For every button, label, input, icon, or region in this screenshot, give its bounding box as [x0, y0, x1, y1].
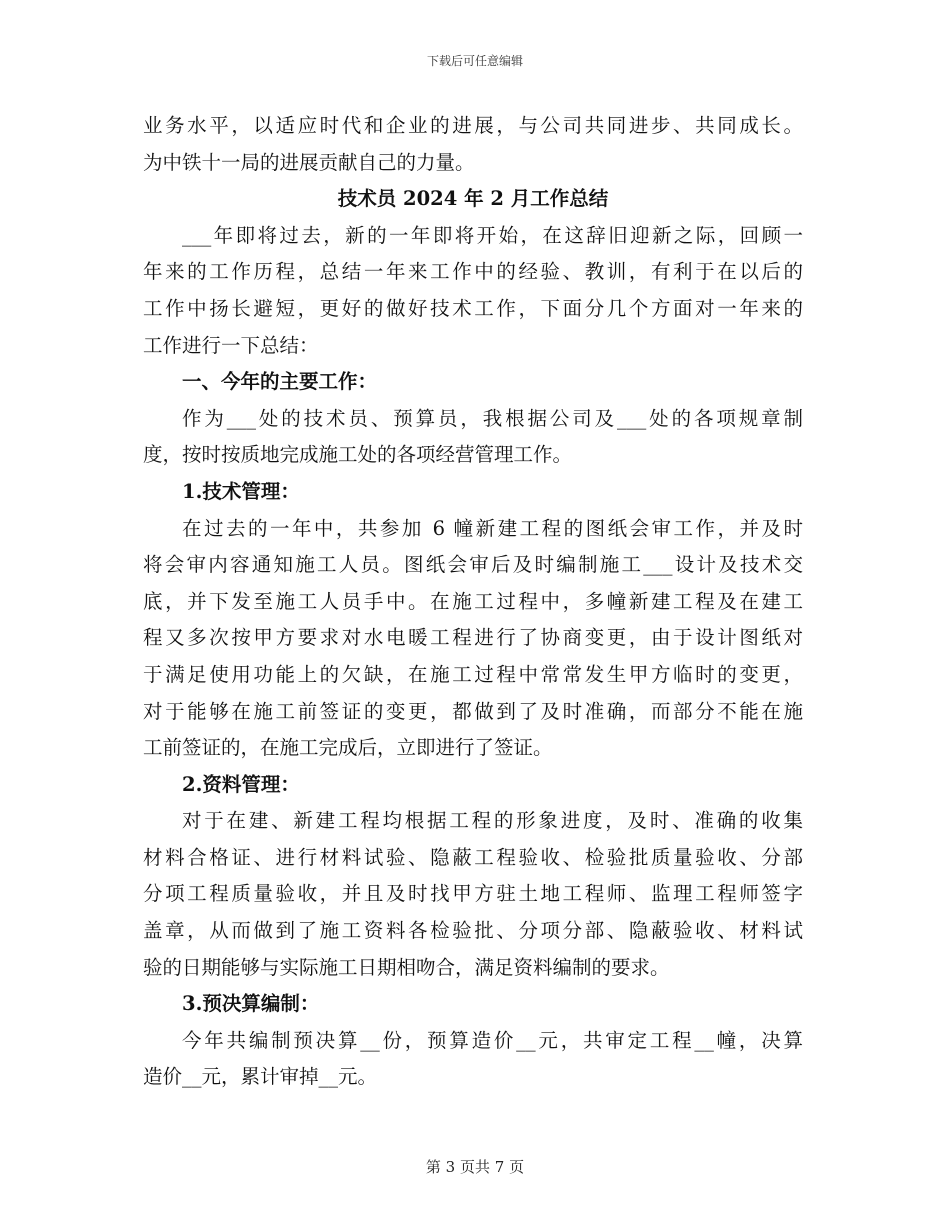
paragraph-line: 今年共编制预决算__份，预算造价__元，共审定工程__幢，决算	[182, 1028, 803, 1052]
page-header-note: 下载后可任意编辑	[426, 54, 523, 68]
subsection-heading: 3.预决算编制：	[182, 992, 320, 1016]
subsection-heading: 2.资料管理：	[182, 772, 300, 796]
paragraph-line: 工作进行一下总结：	[143, 333, 319, 357]
document-title: 技术员 2024 年 2 月工作总结	[337, 187, 609, 211]
paragraph-line: 将会审内容通知施工人员。图纸会审后及时编制施工___设计及技术交	[143, 553, 803, 577]
paragraph-line: 造价__元，累计审掉__元。	[143, 1065, 378, 1089]
intro-line: 业务水平，以适应时代和企业的进展，与公司共同进步、共同成长。	[143, 114, 803, 137]
paragraph-line: 度，按时按质地完成施工处的各项经营管理工作。	[143, 443, 573, 467]
paragraph-line: 验的日期能够与实际施工日期相吻合，满足资料编制的要求。	[143, 955, 670, 979]
page-footer-note: 第 3 页共 7 页	[425, 1158, 525, 1176]
paragraph-line: 分项工程质量验收，并且及时找甲方驻土地工程师、监理工程师签字	[143, 882, 803, 906]
paragraph-line: 盖章，从而做到了施工资料各检验批、分项分部、隐蔽验收、材料试	[143, 919, 803, 943]
paragraph-line: 在过去的一年中，共参加 6 幢新建工程的图纸会审工作，并及时	[182, 516, 803, 540]
paragraph-line: 材料合格证、进行材料试验、隐蔽工程验收、检验批质量验收、分部	[143, 845, 803, 869]
intro-line: 为中铁十一局的进展贡献自己的力量。	[143, 150, 475, 174]
paragraph-line: 作为___处的技术员、预算员，我根据公司及___处的各项规章制	[182, 406, 803, 430]
document-body	[143, 108, 803, 1096]
section-heading: 一、今年的主要工作：	[182, 370, 378, 394]
paragraph-line: 底，并下发至施工人员手中。在施工过程中，多幢新建工程及在建工	[143, 589, 803, 613]
paragraph-line: 工作中扬长避短，更好的做好技术工作，下面分几个方面对一年来的	[143, 296, 803, 320]
subsection-heading: 1.技术管理：	[182, 479, 300, 503]
paragraph-line: 年来的工作历程，总结一年来工作中的经验、教训，有利于在以后的	[143, 260, 803, 284]
paragraph-line: 于满足使用功能上的欠缺，在施工过程中常常发生甲方临时的变更，	[143, 662, 803, 686]
paragraph-line: 程又多次按甲方要求对水电暖工程进行了协商变更，由于设计图纸对	[143, 626, 803, 650]
paragraph-line: 工前签证的，在施工完成后，立即进行了签证。	[143, 736, 553, 760]
paragraph-line: 对于能够在施工前签证的变更，都做到了及时准确，而部分不能在施	[143, 699, 803, 723]
paragraph-line: ___年即将过去，新的一年即将开始，在这辞旧迎新之际，回顾一	[182, 223, 803, 247]
paragraph-line: 对于在建、新建工程均根据工程的形象进度，及时、准确的收集	[182, 809, 803, 833]
